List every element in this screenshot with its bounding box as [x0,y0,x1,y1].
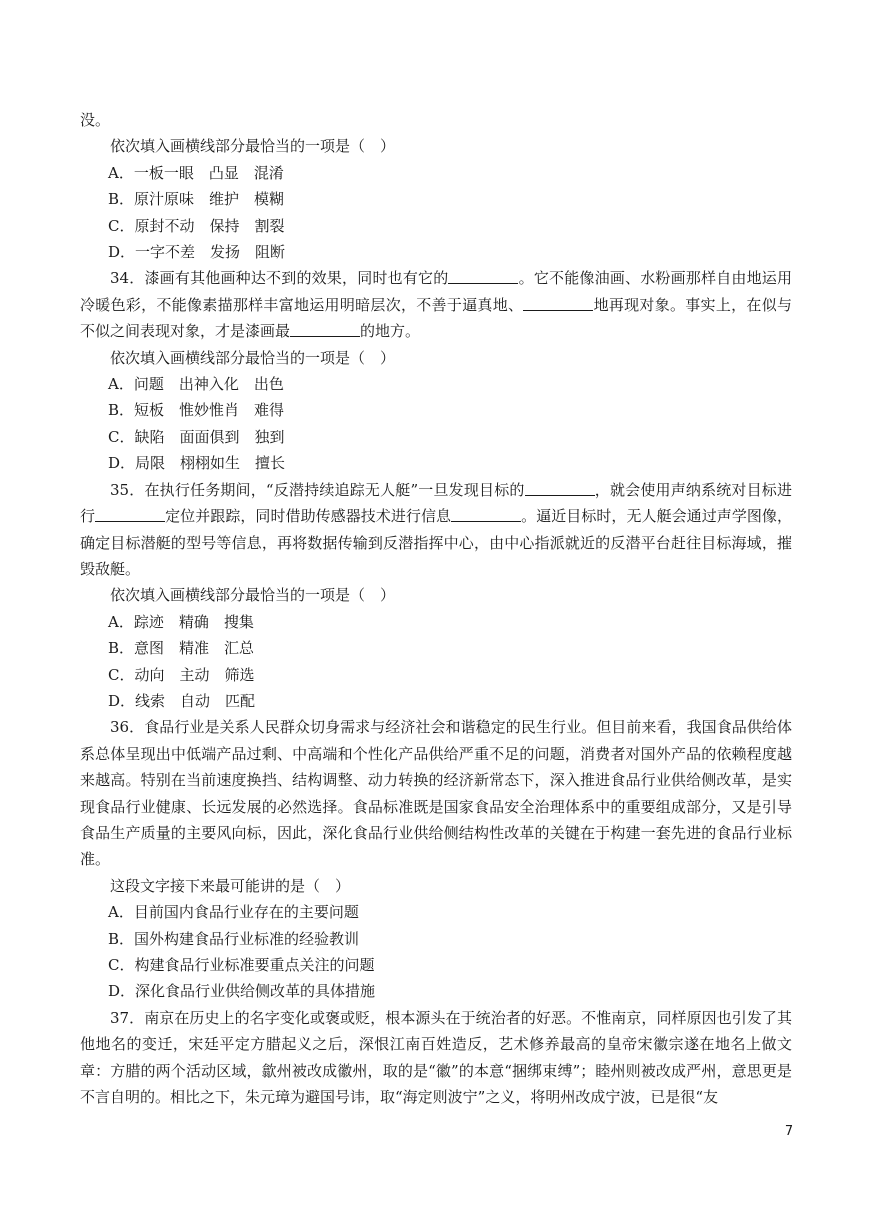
q35-prompt: 依次填入画横线部分最恰当的一项是（ ） [110,586,396,605]
q34-stem [80,265,792,344]
q34-option-d: D．局限 栩栩如生 擅长 [108,454,286,473]
q35-stem-part-4: 。逼近目标时，无人艇会通过声学图像，确定目标潜艇的型号等信息，再将数据传输到反潜指挥中心，由中心指派就近的反潜平台赶往目标海域，摧毁敌艇。 [80,507,792,578]
q36-option-b: B．国外构建食品行业标准的经验教训 [108,929,360,948]
q37-passage: 37．南京在历史上的名字变化或褒或贬，根本源头在于统治者的好恶。不惟南京，同样原因也引发了其他地名的变迁，宋廷平定方腊起义之后，深恨江南百姓造反，艺术修养最高的皇帝宋徽宗遂在地名上做文章：方腊的两个活动区域，歙州被改成徽州，取的是“徽”的本意“捆绑束缚”；睦州则被改成严州，意思更是不言自明的。相比之下，朱元璋为避国号讳，取“海定则波宁”之义，将明州改成宁波，已是很“友 [80,1008,792,1107]
q35-blank-1 [525,481,595,496]
page-number: 7 [784,1124,794,1139]
q34-blank-1 [448,269,518,284]
q36-option-c: C．构建食品行业标准要重点关注的问题 [108,956,375,974]
q34-stem-part-2: 。它不能像油画、水粉画那样自由地运用冷暖色彩，不能像素描那样丰富地运用明暗层次，不善于逼真地、 [80,269,792,314]
q33-option-a: A．一板一眼 凸显 混淆 [108,163,284,182]
q34-option-a: A．问题 出神入化 出色 [108,375,284,394]
q34-prompt: 依次填入画横线部分最恰当的一项是（ ） [110,348,396,367]
q35-option-a: A．踪迹 精确 搜集 [108,612,254,631]
q35-stem-part-2: ，就会使用声纳系统对目标进行 [80,480,792,526]
q35-blank-3 [451,507,521,522]
q34-blank-2 [523,296,593,311]
q34-blank-3 [290,322,360,337]
q36-option-a: A．目前国内食品行业存在的主要问题 [108,903,359,922]
q34-stem-part-4: 的地方。 [360,322,421,341]
q33-prompt: 依次填入画横线部分最恰当的一项是（ ） [110,137,396,156]
q35-option-b: B．意图 精准 汇总 [108,639,255,658]
q36-passage: 36．食品行业是关系人民群众切身需求与经济社会和谐稳定的民生行业。但目前来看，我国食品供给体系总体呈现出中低端产品过剩、中高端和个性化产品供给严重不足的问题，消费者对国外产品的依赖程度越来越高。特别在当前速度换挡、结构调整、动力转换的经济新常态下，深入推进食品行业供给侧改革，是实现食品行业健康、长远发展的必然选择。食品标准既是国家食品安全治理体系中的重要组成部分，又是引导食品生产质量的主要风向标，因此，深化食品行业供给侧结构性改革的关键在于构建一套先进的食品行业标准。 [80,718,792,869]
q35-stem-part-1: 35．在执行任务期间，“反潜持续追踪无人艇”一旦发现目标的 [110,480,525,499]
q36-prompt: 这段文字接下来最可能讲的是（ ） [110,876,351,895]
q33-option-d: D．一字不差 发扬 阻断 [108,243,286,262]
q35-option-d: D．线索 自动 匹配 [108,691,256,710]
q35-stem-part-3: 定位并跟踪，同时借助传感器技术进行信息 [165,507,452,526]
q33-option-b: B．原汁原味 维护 模糊 [108,190,285,209]
q34-option-c: C．缺陷 面面俱到 独到 [108,427,285,446]
q35-option-c: C．动向 主动 筛选 [108,665,255,684]
q33-tail: 没。 [80,111,111,129]
page-content [80,107,792,1110]
q35-stem [80,477,792,583]
q34-option-b: B．短板 惟妙惟肖 难得 [108,401,285,420]
q34-stem-part-3: 地再现对象。事实上，在似与不似之间表现对象，才是漆画最 [80,295,792,341]
q35-blank-2 [95,507,165,522]
q36-option-d: D．深化食品行业供给侧改革的具体措施 [108,982,376,1001]
q34-stem-part-1: 34．漆画有其他画种达不到的效果，同时也有它的 [110,269,449,288]
q33-option-c: C．原封不动 保持 割裂 [108,216,285,235]
